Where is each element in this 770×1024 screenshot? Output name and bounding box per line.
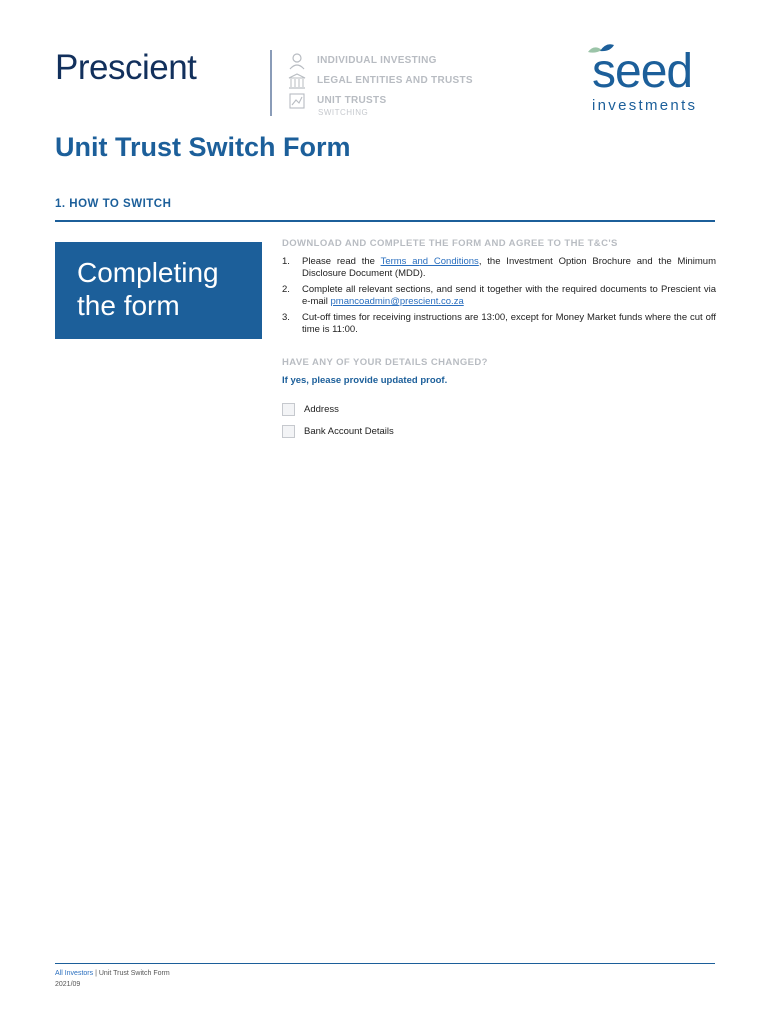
section-callout-box [55,242,262,339]
header-divider [270,50,272,116]
terms-link[interactable]: Terms and Conditions [380,256,479,267]
step-text [302,284,716,308]
page-title: Unit Trust Switch Form [55,132,351,162]
list-item [282,284,716,308]
bank-details-option[interactable] [282,425,394,438]
nav-item-individual-investing [287,52,473,72]
seed-logo-word: seed [592,45,693,98]
step-text-post: , the Investment Option Brochure and the Minimum Disclosure Document (MDD). [302,256,716,279]
seed-logo-subtitle: investments [592,97,698,114]
footer-title: Unit Trust Switch Form [98,970,170,977]
nav-sub-label: SWITCHING [318,108,369,117]
footer-audience: All Investors [55,970,94,977]
footer [55,970,170,977]
step-number: 1. [282,256,290,267]
list-item [282,256,716,280]
bank-details-checkbox[interactable] [282,425,295,438]
callout-line-2: the form [77,290,180,321]
email-link[interactable]: pmancoadmin@prescient.co.za [330,296,464,307]
address-checkbox[interactable] [282,403,295,416]
step-text-pre: Please read the [302,256,381,267]
chart-icon [287,92,307,110]
footer-separator: | [95,970,97,977]
person-icon [287,52,307,70]
callout-text [77,256,257,322]
prescient-logo: Prescient [55,48,197,87]
instruction-list [282,256,716,340]
step-number: 2. [282,284,290,295]
bank-details-label: Bank Account Details [304,426,394,437]
step-text-pre: Complete all relevant sections, and send it together with the required documents to Prescient via e-mail [302,284,716,307]
step-text: Cut-off times for receiving instructions are 13:00, except for Money Market funds where the cut off time is 11:00. [302,312,716,335]
address-label: Address [304,404,339,415]
nav-item-legal-entities [287,72,473,92]
nav-label: LEGAL ENTITIES AND TRUSTS [317,75,473,86]
proof-instruction: If yes, please provide updated proof. [282,375,448,386]
building-icon [287,72,307,90]
details-changed-heading: HAVE ANY OF YOUR DETAILS CHANGED? [282,357,488,368]
step-number: 3. [282,312,290,323]
footer-divider [55,963,715,964]
section-divider [55,220,715,222]
nav-label: UNIT TRUSTS [317,95,387,106]
list-item [282,312,716,336]
category-nav [287,52,473,117]
section-heading: 1. HOW TO SWITCH [55,198,172,210]
footer-date: 2021/09 [55,981,81,988]
address-option[interactable] [282,403,339,416]
callout-line-1: Completing [77,257,219,288]
nav-label: INDIVIDUAL INVESTING [317,55,437,66]
step-text [302,256,716,280]
download-heading: DOWNLOAD AND COMPLETE THE FORM AND AGREE TO THE T&C'S [282,238,618,249]
